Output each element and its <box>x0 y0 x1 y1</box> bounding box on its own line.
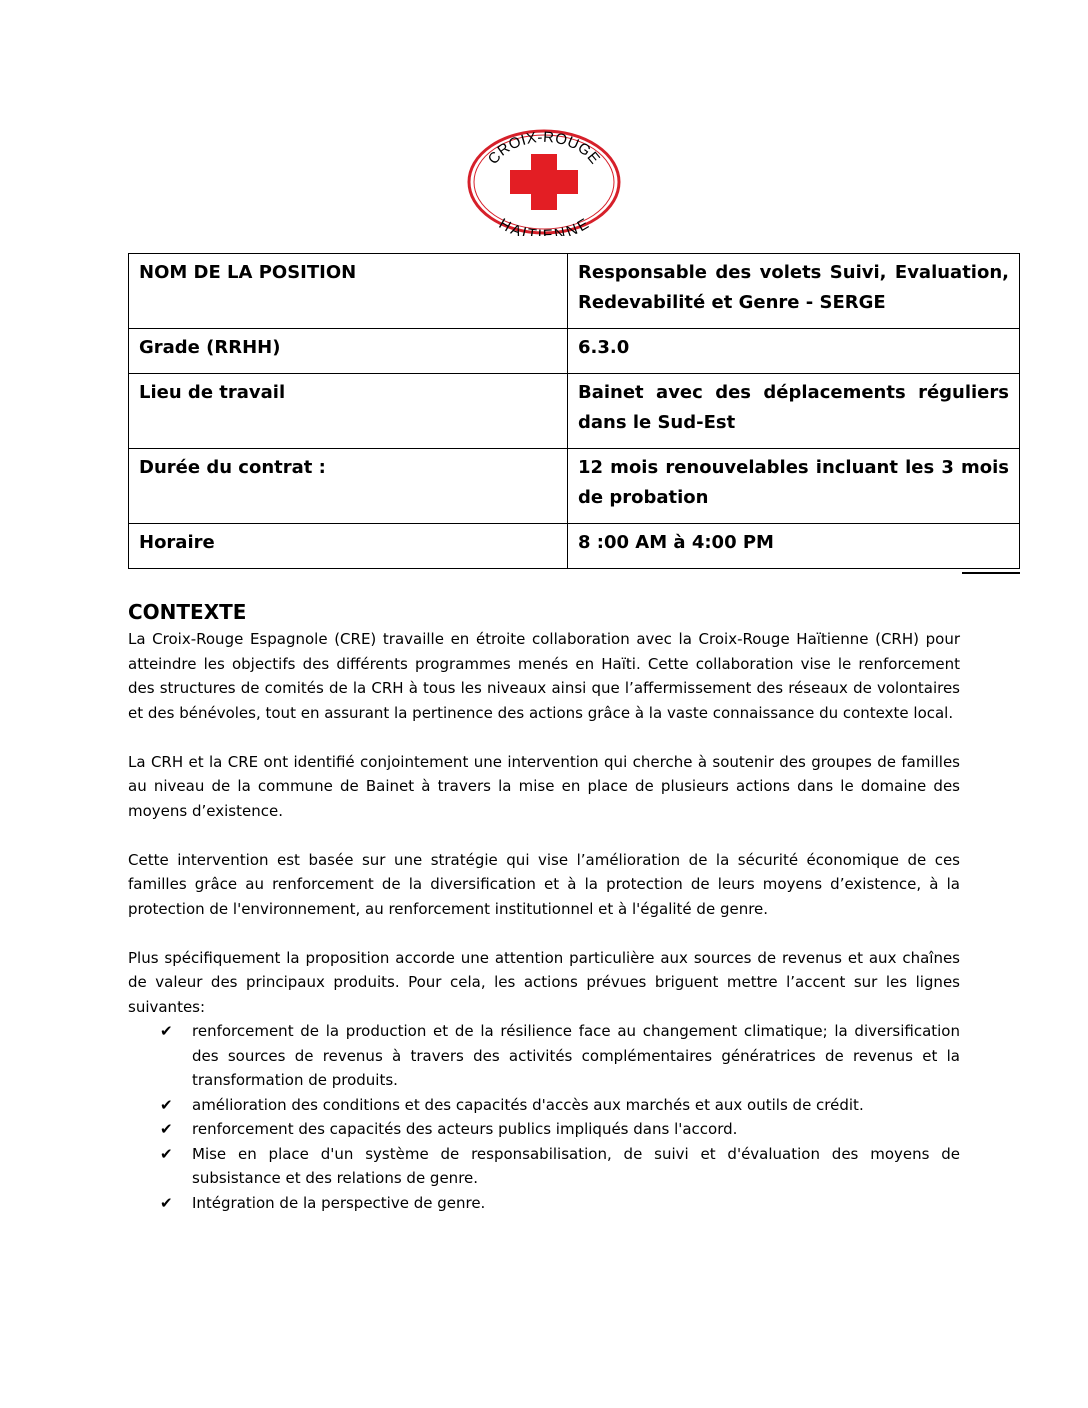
table-border-fragment <box>962 572 1020 574</box>
list-item <box>128 1019 960 1093</box>
red-cross-icon <box>510 154 578 210</box>
field-value: Responsable des volets Suivi, Evaluation, Redevabilité et Genre - SERGE <box>568 254 1020 329</box>
checkmark-icon: ✔ <box>160 1144 173 1163</box>
field-label: Grade (RRHH) <box>129 329 568 374</box>
list-item-text: amélioration des conditions et des capacités d'accès aux marchés et aux outils de crédit. <box>192 1095 864 1114</box>
logo-text-bottom: HAITIENNE <box>495 215 593 236</box>
table-row <box>129 524 1020 569</box>
field-value: 12 mois renouvelables incluant les 3 mois de probation <box>568 449 1020 524</box>
section-title-contexte: CONTEXTE <box>128 600 247 624</box>
field-value: Bainet avec des déplacements réguliers dans le Sud-Est <box>568 374 1020 449</box>
svg-text:HAITIENNE <box>496 215 592 236</box>
table-row <box>129 374 1020 449</box>
field-label: Lieu de travail <box>129 374 568 449</box>
field-label: NOM DE LA POSITION <box>129 254 568 329</box>
checkmark-icon: ✔ <box>160 1120 173 1138</box>
paragraph: La CRH et la CRE ont identifié conjointement une intervention qui cherche à soutenir des groupes de familles au niveau de la commune de Bainet à travers la mise en place de plusieurs actions dans le domaine des moyens d’existence. <box>128 752 960 820</box>
paragraph: La Croix-Rouge Espagnole (CRE) travaille en étroite collaboration avec la Croix-Rouge Haïtienne (CRH) pour atteindre les objectifs des différents programmes menés en Haïti. Cette collaboration vise le renforcement des structures de comités de la CRH à tous les niveaux ainsi que l’affermissement des réseaux de volontaires et des bénévoles, tout en assurant la pertinence des actions grâce à la vaste connaissance du contexte local. <box>128 630 960 722</box>
list-item-text: renforcement des capacités des acteurs publics impliqués dans l'accord. <box>192 1120 738 1138</box>
table-row <box>129 254 1020 329</box>
paragraph: Plus spécifiquement la proposition accorde une attention particulière aux sources de revenus et aux chaînes de valeur des principaux produits. Pour cela, les actions prévues briguent mettre l’accent sur les lignes suivantes: <box>128 948 960 1016</box>
table-row <box>129 329 1020 374</box>
table-row <box>129 449 1020 524</box>
list-item <box>128 1093 960 1118</box>
context-body <box>128 627 960 1215</box>
field-label: Durée du contrat : <box>129 449 568 524</box>
position-info-table <box>128 253 1020 569</box>
croix-rouge-haitienne-logo <box>466 128 622 236</box>
checkmark-icon: ✔ <box>160 1022 173 1040</box>
checklist <box>128 1019 960 1215</box>
checkmark-icon: ✔ <box>160 1193 173 1212</box>
checkmark-icon: ✔ <box>160 1095 173 1114</box>
list-item-text: Mise en place d'un système de responsabilisation, de suivi et d'évaluation des moyens de subsistance et des relations de genre. <box>192 1144 960 1187</box>
list-item <box>128 1117 960 1142</box>
logo-emblem <box>466 128 622 236</box>
field-label: Horaire <box>129 524 568 569</box>
list-item-text: Intégration de la perspective de genre. <box>192 1193 486 1212</box>
logo-text-top: CROIX-ROUGE <box>484 128 604 168</box>
field-value: 6.3.0 <box>568 329 1020 374</box>
list-item <box>128 1142 960 1191</box>
list-item <box>128 1191 960 1216</box>
list-item-text: renforcement de la production et de la résilience face au changement climatique; la diversification des sources de revenus à travers des activités complémentaires génératrices de revenus et la transformation de produits. <box>192 1022 960 1089</box>
paragraph: Cette intervention est basée sur une stratégie qui vise l’amélioration de la sécurité économique de ces familles grâce au renforcement de la diversification et à la protection de leurs moyens d’existence, à la protection de l'environnement, au renforcement institutionnel et à l'égalité de genre. <box>128 850 960 918</box>
field-value: 8 :00 AM à 4:00 PM <box>568 524 1020 569</box>
